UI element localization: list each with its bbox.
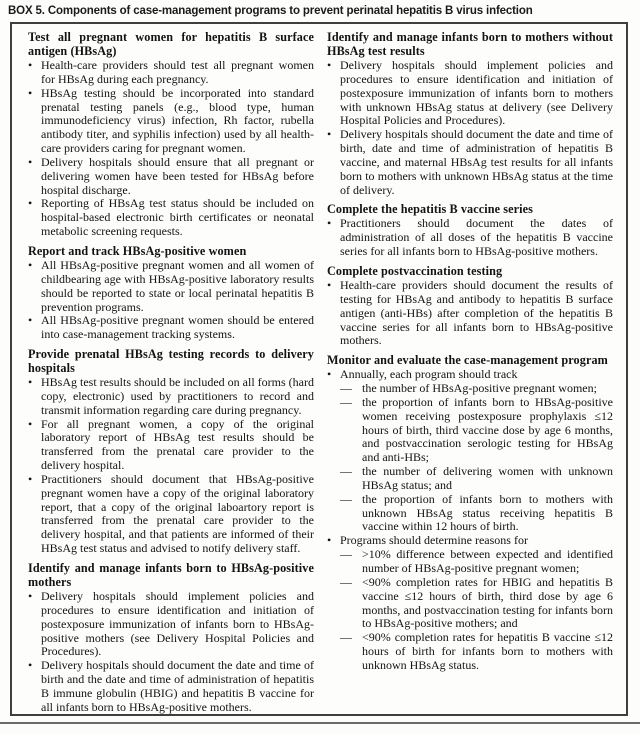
section-provide-prenatal-records (28, 347, 314, 556)
dash-icon: — (340, 630, 352, 645)
section-complete-vaccine-series (327, 202, 613, 259)
section-heading: Monitor and evaluate the case-management program (327, 353, 608, 368)
sub-list-item-text: the proportion of infants born to mothers with unknown HBsAg status receiving hepatitis B vaccine within 12 hours of birth. (362, 491, 613, 534)
sub-list-item-text: <90% completion rates for hepatitis B vaccine ≤12 hours of birth for infants born to mothers with unknown HBsAg status. (362, 630, 613, 672)
list-item-text: Practitioners should document that HBsAg-positive pregnant women have a copy of the original laboratory report, that a copy of the original laboartory report is transferred from the prenatal care provider to the delivery hospital, and that patients are informed of their HBsAg test status and advised to notify delivery staff. (41, 471, 314, 556)
bullet-icon: • (28, 658, 33, 673)
bullet-icon: • (327, 216, 332, 231)
list-item (28, 59, 314, 87)
bullet-icon: • (28, 196, 33, 211)
bullet-icon: • (28, 375, 33, 390)
list-item-text: Delivery hospitals should implement policies and procedures to ensure identification and initiation of postexposure immunization of infants born to mothers with unknown HBsAg status at delivery (see Delivery Hospital Policies and Procedures). (340, 58, 613, 128)
bullet-icon: • (327, 277, 332, 292)
sub-list-item (327, 396, 613, 465)
bullet-icon: • (327, 533, 332, 548)
sub-list-item-text: >10% difference between expected and identified number of HBsAg-positive pregnant women; (362, 547, 613, 575)
sub-list-item (327, 493, 613, 535)
list-item (28, 659, 314, 714)
section-heading: Test all pregnant women for hepatitis B surface antigen (HBsAg) (28, 30, 314, 58)
bullet-icon: • (327, 127, 332, 142)
list-item-text: All HBsAg-positive pregnant women and all women of childbearing age with HBsAg-positive laboratory results should be reported to state or local perinatal hepatitis B prevention programs. (41, 257, 314, 314)
section-heading: Identify and manage infants born to HBsAg-positive mothers (28, 561, 314, 589)
list-item (327, 128, 613, 197)
dash-icon: — (340, 381, 352, 396)
left-column (28, 28, 314, 714)
sub-list-item (327, 548, 613, 576)
list-item (28, 376, 314, 418)
sub-list-item (327, 576, 613, 631)
sub-list-item-text: the number of delivering women with unknown HBsAg status; and (362, 464, 613, 492)
section-test-all-pregnant-women (28, 30, 314, 239)
bullet-icon: • (28, 58, 33, 72)
bullet-icon: • (28, 471, 33, 486)
section-complete-postvaccination-testing (327, 264, 613, 348)
bullet-icon: • (28, 154, 33, 169)
section-heading: Report and track HBsAg-positive women (28, 243, 247, 258)
list-item (28, 259, 314, 314)
list-item (327, 534, 613, 548)
sub-list-item (327, 631, 613, 673)
sub-list-item-text: the number of HBsAg-positive pregnant women; (362, 381, 597, 396)
list-item (327, 279, 613, 348)
section-heading: Complete postvaccination testing (327, 263, 503, 278)
sub-list-item (327, 465, 613, 493)
bullet-icon: • (28, 589, 33, 603)
section-identify-infants-positive-mothers (28, 561, 314, 715)
list-item-text: Delivery hospitals should document the date and time of birth, date and time of administration of hepatitis B vaccine, and maternal HBsAg test results for all infants born to mothers with unknown HBsAg status at the time of delivery. (340, 127, 613, 197)
list-item (28, 418, 314, 473)
list-item-text: HBsAg test results should be included on all forms (hard copy, electronic) used by practitioners to record and transmit information regarding care during pregnancy. (41, 375, 314, 417)
page-divider (0, 722, 640, 724)
list-item (327, 59, 613, 128)
bullet-icon: • (28, 416, 33, 431)
list-item-text: Delivery hospitals should ensure that all pregnant or delivering women have been tested for HBsAg before hospital discharge. (41, 154, 314, 197)
right-column (327, 28, 613, 710)
list-item-text: Practitioners should document the dates of administration of all doses of the hepatitis B vaccine series for all infants born to HBsAg-positive mothers. (340, 216, 613, 259)
dash-icon: — (340, 547, 352, 562)
bullet-icon: • (327, 367, 332, 382)
box5-container (10, 22, 628, 716)
list-item-text: All HBsAg-positive pregnant women should be entered into case-management tracking systems. (41, 313, 314, 342)
list-item-text: Programs should determine reasons for (340, 533, 528, 548)
list-item-text: Health-care providers should test all pregnant women for HBsAg during each pregnancy. (41, 58, 314, 86)
section-heading: Complete the hepatitis B vaccine series (327, 202, 533, 217)
section-heading: Provide prenatal HBsAg testing records to delivery hospitals (28, 347, 314, 376)
list-item (28, 87, 314, 156)
section-heading: Identify and manage infants born to mothers without HBsAg test results (327, 30, 613, 58)
list-item (327, 368, 613, 382)
section-report-and-track (28, 244, 314, 342)
bullet-icon: • (28, 257, 33, 272)
list-item (28, 473, 314, 556)
sub-list-item-text: <90% completion rates for HBIG and hepatitis B vaccine ≤12 hours of birth, third dose by age 6 months, and postvaccination testing for infants born to HBsAg-positive mothers; and (362, 574, 613, 631)
list-item (28, 314, 314, 342)
section-identify-infants-unknown-mothers (327, 30, 613, 197)
dash-icon: — (340, 574, 352, 589)
list-item (28, 590, 314, 659)
bullet-icon: • (28, 85, 33, 100)
sub-list-item (327, 382, 613, 396)
list-item-text: Delivery hospitals should document the date and time of birth and the date and time of administration of hepatitis B immune globulin (HBIG) and hepatitis B vaccine for all infants born to HBsAg-positive mothers. (41, 658, 314, 714)
dash-icon: — (340, 491, 352, 506)
dash-icon: — (340, 394, 352, 409)
list-item-text: For all pregnant women, a copy of the original laboratory report of HBsAg test results should be transferred from the prenatal care provider to the delivery hospital. (41, 416, 314, 473)
bullet-icon: • (327, 58, 332, 72)
section-monitor-and-evaluate (327, 353, 613, 673)
list-item (28, 197, 314, 239)
list-item-text: Delivery hospitals should implement policies and procedures to ensure identification and initiation of postexposure immunization of infants born to HBsAg-positive mothers (see Delivery Hospital Policies and Procedures). (41, 589, 314, 659)
list-item-text: Health-care providers should document the results of testing for HBsAg and antibody to hepatitis B surface antigen (anti-HBs) after completion of the hepatitis B vaccine series for all infants born to HBsAg-positive mothers. (340, 277, 613, 348)
list-item (28, 156, 314, 198)
sub-list-item-text: the proportion of infants born to HBsAg-positive women receiving postexposure prophylaxis ≤12 hours of birth, third vaccine dose by age 6 months, and postvaccination serologic testing for HBsAg and anti-HBs; (362, 394, 613, 465)
list-item-text: Annually, each program should track (340, 367, 518, 382)
bullet-icon: • (28, 313, 33, 328)
list-item-text: Reporting of HBsAg test status should be included on hospital-based electronic birth certificates or neonatal metabolic screening requests. (41, 196, 314, 239)
box-title: BOX 5. Components of case-management programs to prevent perinatal hepatitis B virus infection (8, 5, 533, 17)
list-item-text: HBsAg testing should be incorporated into standard prenatal testing panels (e.g., blood type, human immunodeficiency virus) infection, Rh factor, rubella antibody titer, and syphilis infection) used by all health-care providers caring for pregnant women. (41, 85, 314, 156)
dash-icon: — (340, 464, 352, 479)
list-item (327, 217, 613, 259)
